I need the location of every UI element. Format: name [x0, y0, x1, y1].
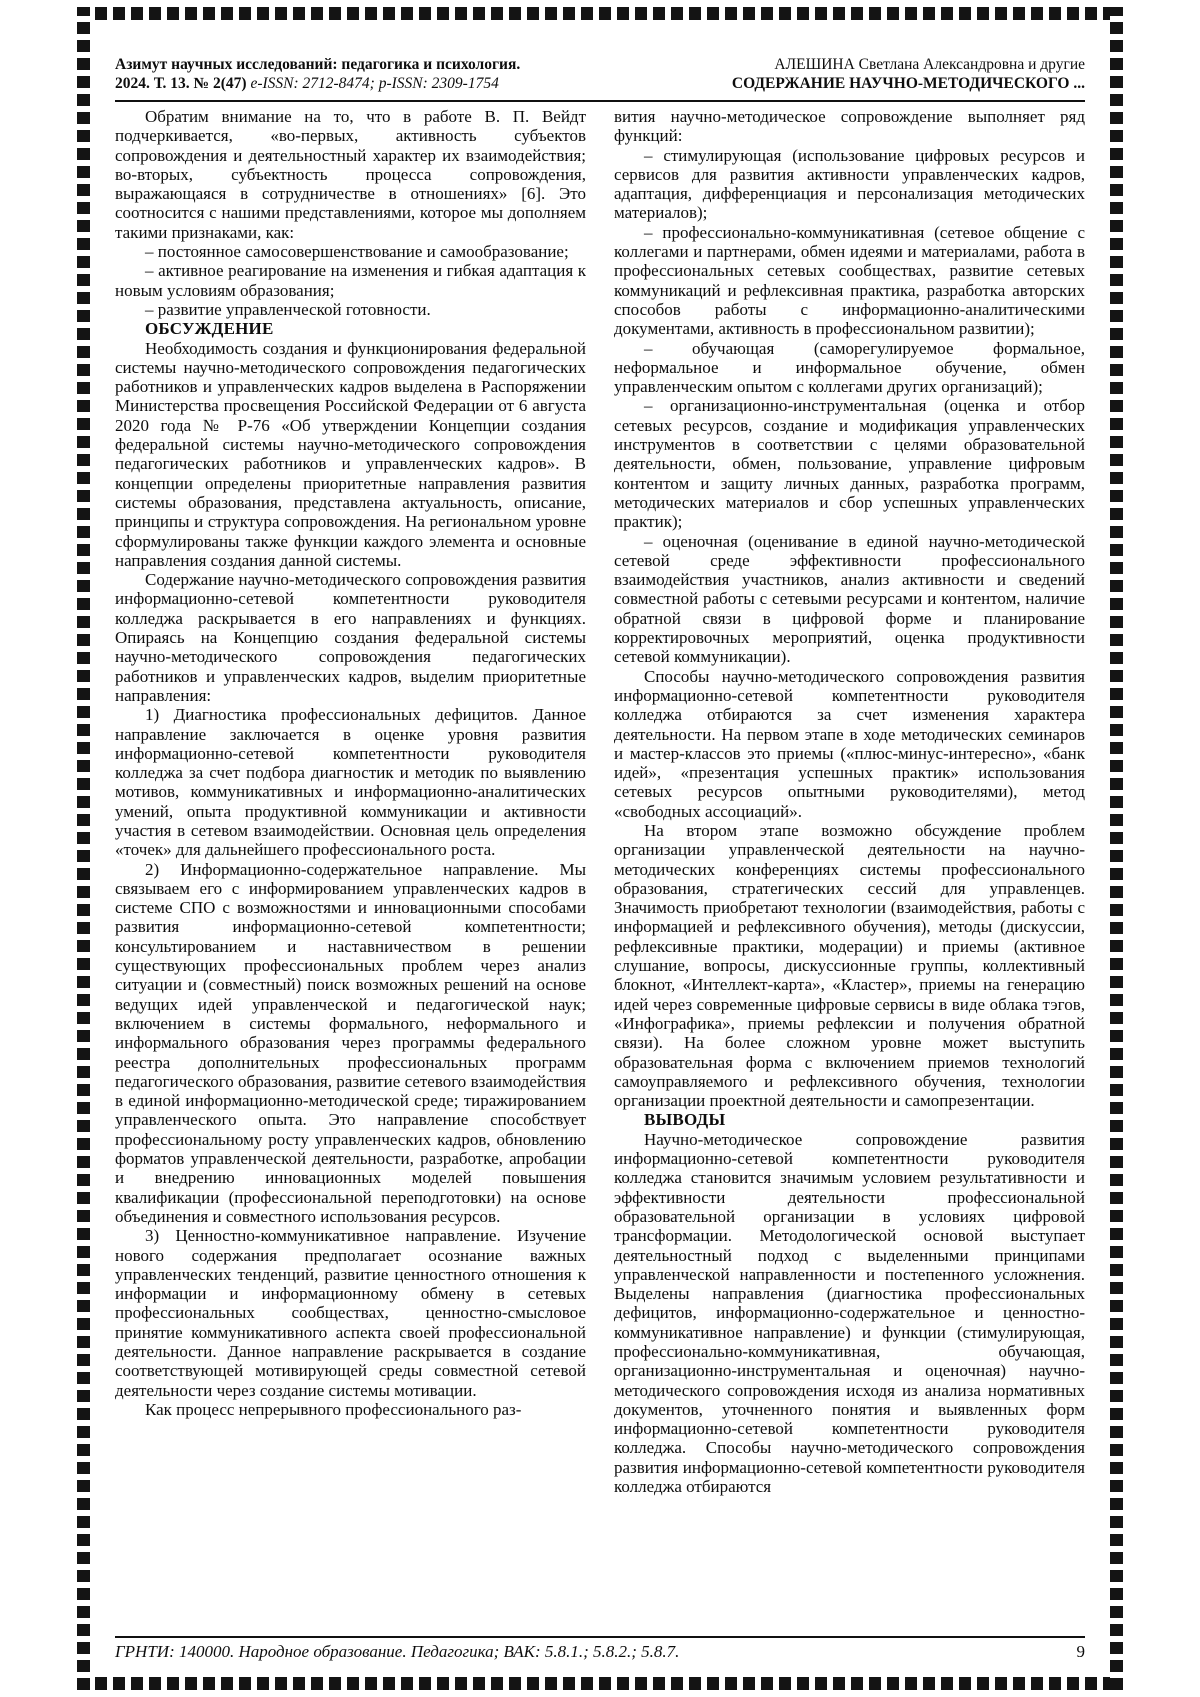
footer-classification: ГРНТИ: 140000. Народное образование. Педагогика; ВАК: 5.8.1.; 5.8.2.; 5.8.7. — [115, 1642, 680, 1661]
paragraph: Как процесс непрерывного профессионального раз- — [145, 1399, 522, 1419]
paragraph: 1) Диагностика профессиональных дефицитов. Данное направление заключается в оценке уровня развития информационно-сетевой компетентности руководителя колледжа за счет подбора диагностик и методик по выявлению мотивов, коммуникативных и информационно-аналитических умений, опыта продуктивной коммуникации и активности участия в сетевом взаимодействии. Основная цель определения «точек» для дальнейшего профессионального роста. — [115, 705, 586, 860]
article-authors: АЛЕШИНА Светлана Александровна и другие — [774, 56, 1085, 73]
paragraph: Обратим внимание на то, что в работе В. П. Вейдт подчеркивается, «во-первых, активность субъектов сопровождения и деятельностный характер их взаимодействия; во-вторых, субъектность процесса сопровождения, выражающаяся в сотрудничестве в отношениях» [6]. Это соотносится с нашими представлениями, которое мы дополняем такими признаками, как: — [115, 107, 586, 242]
paragraph: – активное реагирование на изменения и гибкая адаптация к новым условиям образования; — [115, 261, 586, 300]
article-running-title: СОДЕРЖАНИЕ НАУЧНО-МЕТОДИЧЕСКОГО ... — [731, 74, 1085, 92]
page-border-bottom — [77, 1677, 1123, 1690]
column-right — [614, 107, 1085, 1631]
paragraph: – организационно-инструментальная (оценка и отбор сетевых ресурсов, создание и модификация управленческих инструментов в соответствии с целями образовательной деятельности, обмен, пользование, управление цифровым контентом и защиту личных данных, разработка программ, методических материалов и сбор успешных управленческих практик); — [614, 396, 1085, 532]
paragraph: – оценочная (оценивание в единой научно-методической сетевой среде эффективности профессионального взаимодействия участников, анализ активности и сведений совместной работы с сетевыми ресурсами и контентом, наличие обратной связи в цифровой форме и планирование корректировочных мероприятий, оценка продуктивности сетевой коммуникации). — [614, 531, 1085, 667]
paragraph: – профессионально-коммуникативная (сетевое общение с коллегами и партнерами, обмен идеями и материалами, работа в профессиональных сетевых сообществах, развитие сетевых коммуникаций и рефлексивная практика, разработка авторских способов работы с информационно-аналитическими документами, активность в профессиональном развитии); — [614, 222, 1085, 339]
journal-name: Азимут научных исследований: педагогика и психология. — [115, 56, 521, 73]
page-footer — [115, 1641, 1085, 1662]
page-border-left — [77, 7, 90, 1690]
paragraph: вития научно-методическое сопровождение выполняет ряд функций: — [614, 107, 1085, 146]
paragraph: Способы научно-методического сопровождения развития информационно-сетевой компетентности руководителя колледжа отбираются за счет изменения характера деятельности. На первом этапе в ходе методических семинаров и мастер-классов это приемы («плюс-минус-интересно», «банк идей», «презентация успешных практик» использования сетевых ресурсов опытными руководителями), метод «свободных ассоциаций». — [614, 666, 1085, 821]
paragraph: – развитие управленческой готовности. — [145, 299, 431, 319]
paragraph: – стимулирующая (использование цифровых ресурсов и сервисов для развития активности управленческих кадров, адаптация, дифференциация и персонализация методических материалов); — [614, 145, 1085, 223]
paragraph: Необходимость создания и функционирования федеральной системы научно-методического сопровождения педагогических работников и управленческих кадров выделена в Распоряжении Министерства просвещения Российской Федерации от 6 августа 2020 года № Р-76 «Об утверждении Концепции создания федеральной системы научно-методического сопровождения педагогических работников и управленческих кадров». В концепции определены приоритетные направления развития системы образования, представлена актуальность, описание, принципы и структура сопровождения. На региональном уровне сформулированы также функции каждого элемента и основные направления создания данной системы. — [115, 338, 586, 570]
footer-rule — [115, 1636, 1085, 1638]
journal-info — [115, 56, 520, 93]
paragraph: – постоянное самосовершенствование и самообразование; — [145, 242, 569, 262]
paragraph: – обучающая (саморегулируемое формальное, неформальное и информальное обучение, обмен управленческим опытом с коллегами других организаций); — [614, 338, 1085, 397]
paragraph: Содержание научно-методического сопровождения развития информационно-сетевой компетентности руководителя колледжа раскрывается в его направлениях и функциях. Опираясь на Концепцию создания федеральной системы научно-методического сопровождения педагогических работников и управленческих кадров, выделим приоритетные направления: — [115, 570, 586, 705]
page-border-top — [77, 7, 1123, 20]
journal-issn: e-ISSN: 2712-8474; p-ISSN: 2309-1754 — [250, 74, 499, 92]
column-left — [115, 107, 586, 1631]
paragraph: 3) Ценностно-коммуникативное направление. Изучение нового содержания предполагает осознание важных управленческих тенденций, развитие ценностного отношения к информации и информационному обмену в сетевых профессиональных сообществах, ценностно-смысловое принятие коммуникативного аспекта своей профессиональной деятельности. Данное направление раскрывается в создание соответствующей мотивирующей среды совместной сетевой деятельности через создание системы мотивации. — [115, 1226, 586, 1400]
paragraph: Научно-методическое сопровождение развития информационно-сетевой компетентности руководителя колледжа становится значимым условием результативности и эффективности деятельности профессиональной образовательной организации в условиях цифровой трансформации. Методологической основой выступает деятельностный подход с выделенными принципами управленческой направленности и постепенного усложнения. Выделены направления (диагностика профессиональных дефицитов, информационно-содержательное и ценностно-коммуникативное направление) и функции (стимулирующая, профессионально-коммуникативная, обучающая, организационно-инструментальная и оценочная) научно-методического сопровождения исходя из анализа нормативных документов, уточненного понятия и выявленных форм информационно-сетевой компетентности руководителя колледжа. Способы научно-методического сопровождения развития информационно-сетевой компетентности руководителя колледжа отбираются — [614, 1129, 1085, 1497]
journal-issue: 2024. Т. 13. № 2(47) — [115, 74, 247, 92]
paragraph: На втором этапе возможно обсуждение проблем организации управленческой деятельности на научно-методических конференциях системы профессионального образования, стратегических сессий для управленцев. Значимость приобретают технологии (взаимодействия, работы с информацией и рефлексивного обучения), методы (дискуссии, рефлексивные практики, модерации) и приемы (активное слушание, вопросы, дискуссионные группы, коллективный блокнот, «Интеллект-карта», «Кластер», приемы на генерацию идей через современные цифровые сервисы в виде облака тэгов, «Инфографика», приемы рефлексии и получения обратной связи). На более сложном уровне может выступить образовательная форма с включением приемов технологий самоуправляемого и рефлексивного обучения, технологии организации проектной деятельности и самопрезентации. — [614, 820, 1085, 1111]
header-rule — [115, 100, 1085, 102]
page-border-right — [1110, 7, 1123, 1690]
page-number: 9 — [1076, 1642, 1085, 1661]
journal-issue-line — [115, 75, 520, 94]
page-header — [115, 56, 1085, 93]
paragraph: 2) Информационно-содержательное направление. Мы связываем его с информированием управленческих кадров в системе СПО с возможностями и инновационными способами развития информационно-сетевой компетентности; консультированием и наставничеством в решении существующих профессиональных проблем через анализ ситуации и (совместный) поиск возможных решений на основе ведущих идей управленческой и педагогической наук; включением в системы формального, неформального и информального образования через программы федерального реестра дополнительных профессиональных программ педагогического образования, развитие сетевого взаимодействия в единой информационно-методической среде; тиражированием управленческого опыта. Это направление способствует профессиональному росту управленческих кадров, обновлению форматов управленческой деятельности, разработке, апробации и внедрению инновационных моделей повышения квалификации (профессиональной переподготовки) на основе объединения и совместного использования ресурсов. — [115, 859, 586, 1226]
article-info — [732, 56, 1085, 93]
section-heading: ВЫВОДЫ — [644, 1110, 726, 1130]
section-heading: ОБСУЖДЕНИЕ — [145, 319, 274, 339]
article-body — [115, 107, 1085, 1631]
